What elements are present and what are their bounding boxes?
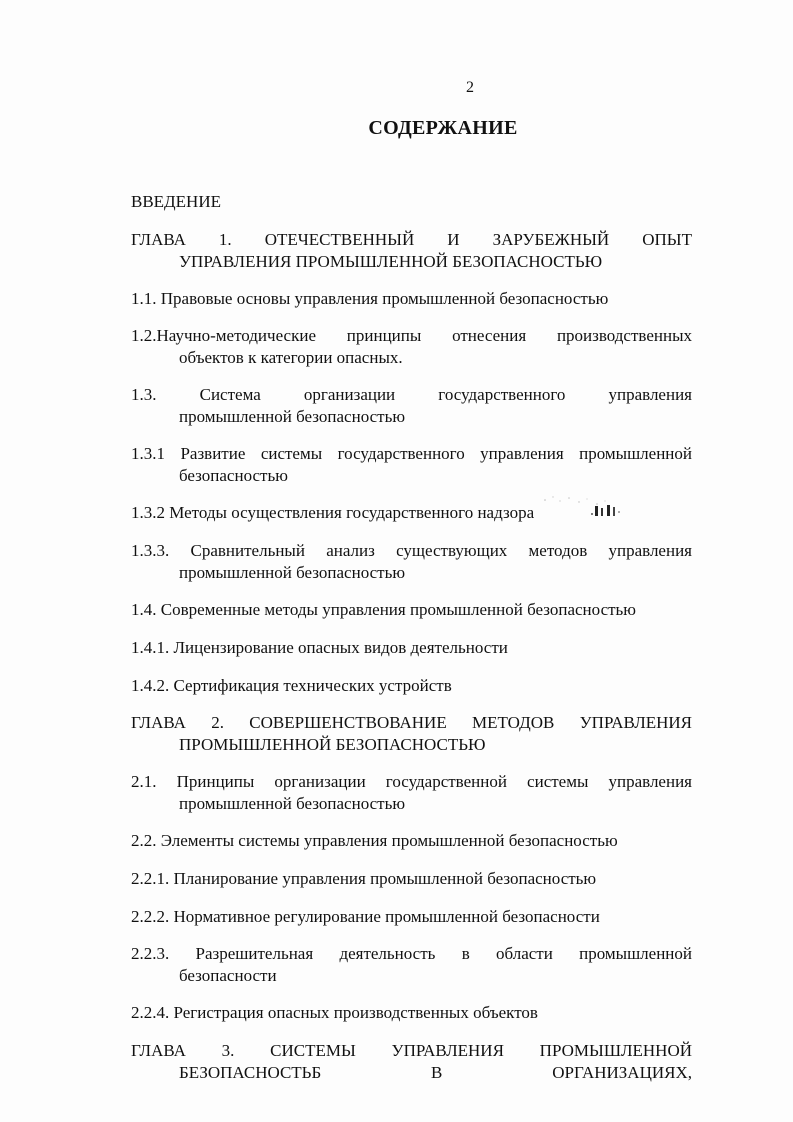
toc-entry-continuation: ПРОМЫШЛЕННОЙ БЕЗОПАСНОСТЬЮ (179, 735, 486, 754)
toc-entry-continuation: БЕЗОПАСНОСТЬБ В ОРГАНИЗАЦИЯХ, (179, 1063, 692, 1082)
toc-entry-2-2-2 (131, 906, 692, 928)
toc-entry-text: 2.1. Принципы организации государственной системы управления (131, 772, 692, 791)
toc-entry-1-4-2 (131, 675, 692, 697)
toc-entry-chapter-2 (131, 712, 692, 756)
toc-entry-continuation: промышленной безопасностью (179, 407, 406, 426)
toc-entry-1-4-1 (131, 637, 692, 659)
toc-entry-text: 1.4. Современные методы управления промышленной безопасностью (131, 600, 637, 619)
scan-smudge-mark (535, 492, 625, 532)
toc-entry-text: ВВЕДЕНИЕ (131, 192, 221, 211)
toc-entry-1-3-1 (131, 443, 692, 487)
toc-entry-text: ГЛАВА 1. ОТЕЧЕСТВЕННЫЙ И ЗАРУБЕЖНЫЙ ОПЫТ (131, 230, 692, 249)
toc-entry-2-2-1 (131, 868, 692, 890)
toc-entry-text: 1.3.2 Методы осуществления государственного надзора (131, 503, 535, 522)
toc-entry-continuation: безопасности (179, 966, 277, 985)
toc-entry-1-2 (131, 325, 692, 369)
toc-entry-chapter-1 (131, 229, 692, 273)
page-number: 2 (466, 79, 474, 96)
toc-title: СОДЕРЖАНИЕ (368, 117, 518, 139)
toc-entry-text: 2.2. Элементы системы управления промышленной безопасностью (131, 831, 618, 850)
toc-entry-text: 1.3.1 Развитие системы государственного управления промышленной (131, 444, 692, 463)
toc-entry-continuation: промышленной безопасностью (179, 563, 406, 582)
toc-entry-text: 1.4.1. Лицензирование опасных видов деятельности (131, 638, 508, 657)
toc-entry-text: 2.2.2. Нормативное регулирование промышленной безопасности (131, 907, 600, 926)
toc-entry-text: 2.2.4. Регистрация опасных производственных объектов (131, 1003, 538, 1022)
toc-entry-2-2-4 (131, 1002, 692, 1024)
toc-entry-1-3 (131, 384, 692, 428)
toc-entry-text: 2.2.3. Разрешительная деятельность в области промышленной (131, 944, 692, 963)
toc-entry-continuation: объектов к категории опасных. (179, 348, 403, 367)
toc-entry-introduction (131, 191, 692, 213)
toc-entry-1-1 (131, 288, 692, 310)
toc-entry-text: 1.1. Правовые основы управления промышленной безопасностью (131, 289, 609, 308)
toc-entry-continuation: УПРАВЛЕНИЯ ПРОМЫШЛЕННОЙ БЕЗОПАСНОСТЬЮ (179, 252, 603, 271)
toc-entry-text: ГЛАВА 3. СИСТЕМЫ УПРАВЛЕНИЯ ПРОМЫШЛЕННОЙ (131, 1041, 692, 1060)
toc-entry-text: 1.4.2. Сертификация технических устройств (131, 676, 452, 695)
toc-entry-text: ГЛАВА 2. СОВЕРШЕНСТВОВАНИЕ МЕТОДОВ УПРАВЛЕНИЯ (131, 713, 692, 732)
toc-entry-text: 1.2.Научно-методические принципы отнесения производственных (131, 326, 692, 345)
toc-entry-1-4 (131, 599, 692, 621)
toc-entry-2-2 (131, 830, 692, 852)
toc-entry-text: 1.3. Система организации государственного управления (131, 385, 692, 404)
toc-entry-text: 1.3.3. Сравнительный анализ существующих методов управления (131, 541, 692, 560)
toc-entry-text: 2.2.1. Планирование управления промышленной безопасностью (131, 869, 597, 888)
toc-entry-1-3-3 (131, 540, 692, 584)
toc-entry-continuation: безопасностью (179, 466, 288, 485)
toc-entry-2-1 (131, 771, 692, 815)
toc-entry-chapter-3 (131, 1040, 692, 1084)
toc-entry-2-2-3 (131, 943, 692, 987)
toc-entry-continuation: промышленной безопасностью (179, 794, 406, 813)
